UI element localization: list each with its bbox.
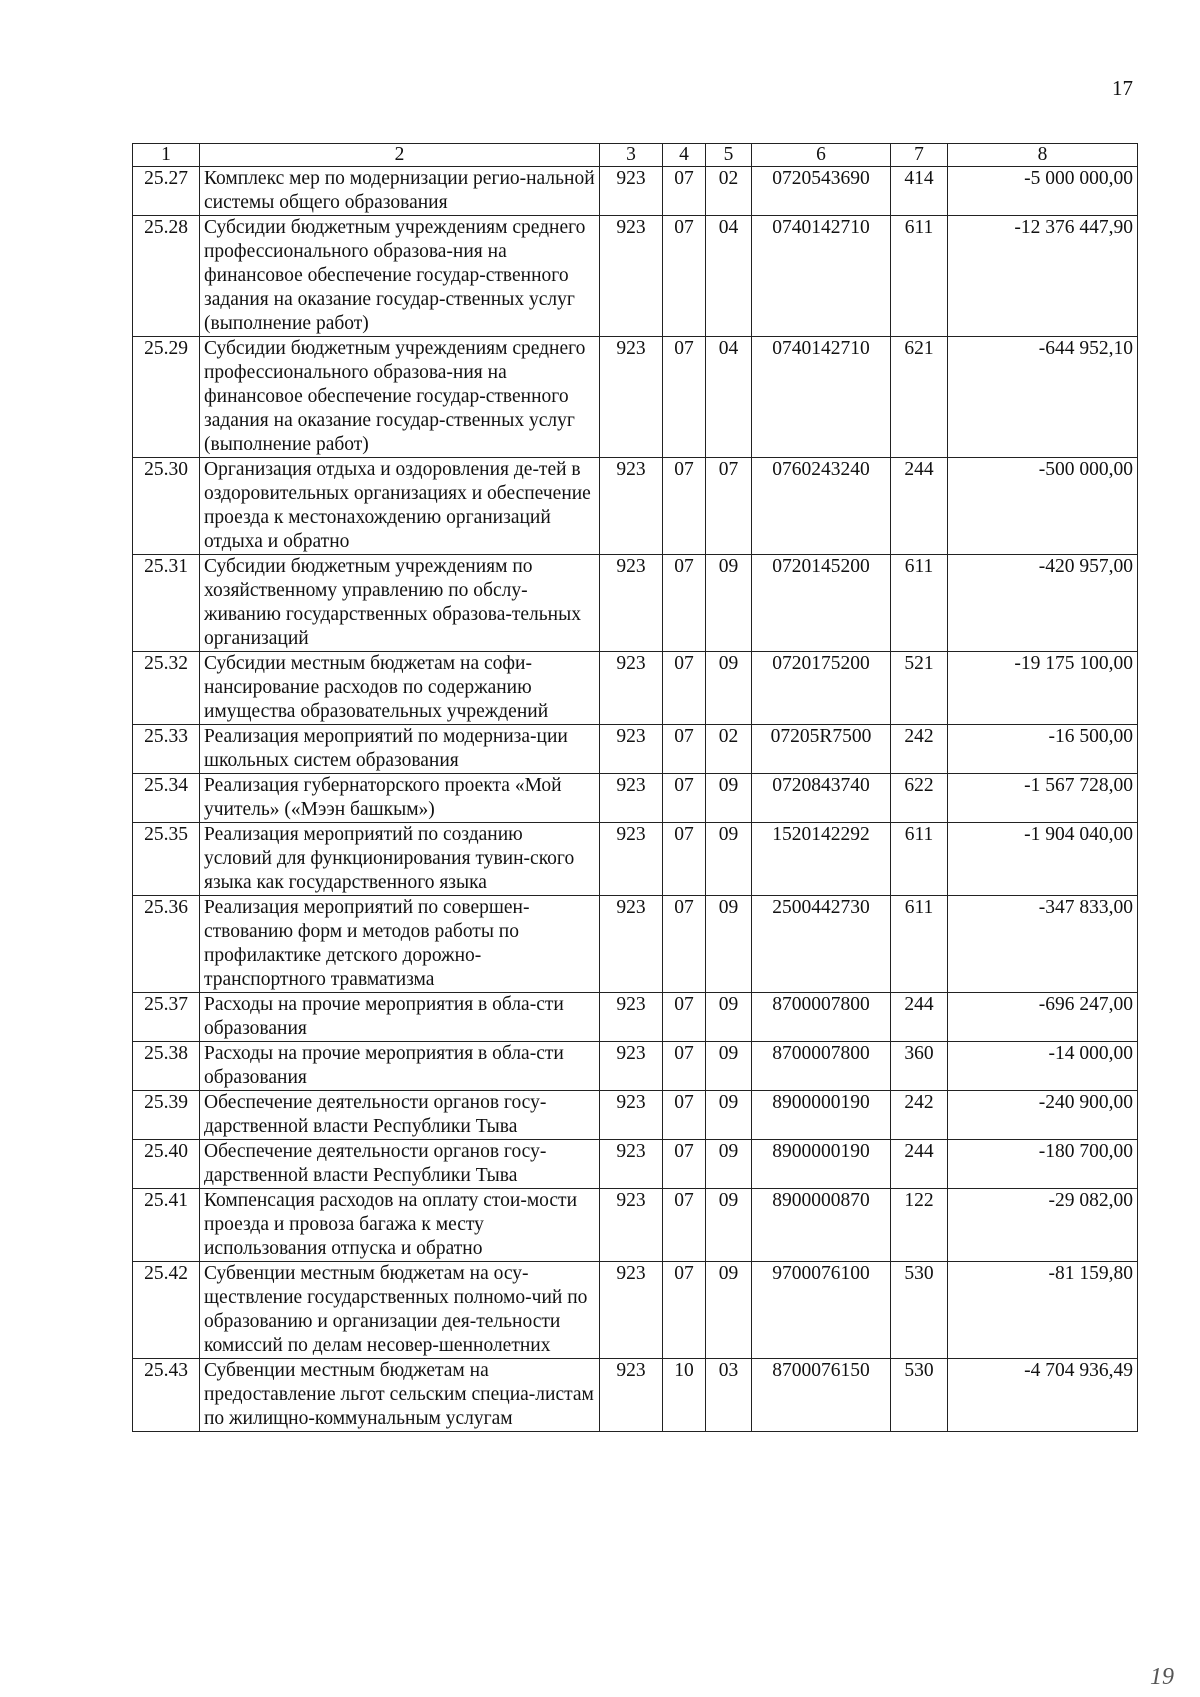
row-target-article-cell: 8700076150	[752, 1359, 891, 1432]
row-number-cell: 25.35	[133, 823, 200, 896]
row-expense-type-cell: 360	[891, 1042, 948, 1091]
budget-table	[132, 143, 1138, 1432]
row-amount-cell: -500 000,00	[948, 458, 1138, 555]
row-name-cell: Реализация мероприятий по модерниза-ции школьных систем образования	[200, 725, 600, 774]
row-code-cell: 923	[600, 1091, 663, 1140]
header-col-7: 7	[891, 144, 948, 167]
table-row	[133, 167, 1138, 216]
row-subsection-cell: 09	[706, 774, 752, 823]
table-row	[133, 555, 1138, 652]
row-subsection-cell: 09	[706, 555, 752, 652]
table-row	[133, 1189, 1138, 1262]
row-code-cell: 923	[600, 1359, 663, 1432]
row-number-cell: 25.39	[133, 1091, 200, 1140]
row-expense-type-cell: 622	[891, 774, 948, 823]
row-target-article-cell: 0720543690	[752, 167, 891, 216]
table-row	[133, 1042, 1138, 1091]
row-name-cell: Компенсация расходов на оплату стои-мости проезда и провоза багажа к месту использования отпуска и обратно	[200, 1189, 600, 1262]
row-number-cell: 25.31	[133, 555, 200, 652]
row-subsection-cell: 09	[706, 1189, 752, 1262]
row-amount-cell: -19 175 100,00	[948, 652, 1138, 725]
row-expense-type-cell: 521	[891, 652, 948, 725]
row-name-cell: Обеспечение деятельности органов госу-дарственной власти Республики Тыва	[200, 1140, 600, 1189]
row-target-article-cell: 8700007800	[752, 993, 891, 1042]
row-expense-type-cell: 530	[891, 1262, 948, 1359]
row-section-cell: 07	[663, 1140, 706, 1189]
table-row	[133, 458, 1138, 555]
row-section-cell: 07	[663, 993, 706, 1042]
row-subsection-cell: 04	[706, 337, 752, 458]
row-section-cell: 07	[663, 1262, 706, 1359]
table-row	[133, 216, 1138, 337]
row-amount-cell: -180 700,00	[948, 1140, 1138, 1189]
row-amount-cell: -4 704 936,49	[948, 1359, 1138, 1432]
row-number-cell: 25.37	[133, 993, 200, 1042]
row-number-cell: 25.41	[133, 1189, 200, 1262]
table-row	[133, 1091, 1138, 1140]
row-expense-type-cell: 242	[891, 725, 948, 774]
table-body	[133, 167, 1138, 1432]
row-subsection-cell: 09	[706, 993, 752, 1042]
row-amount-cell: -14 000,00	[948, 1042, 1138, 1091]
row-section-cell: 07	[663, 167, 706, 216]
row-name-cell: Реализация губернаторского проекта «Мой учитель» («Мээн башкым»)	[200, 774, 600, 823]
row-name-cell: Субсидии бюджетным учреждениям среднего профессионального образова-ния на финансовое обеспечение государ-ственного задания на оказание государ-ственных услуг (выполнение работ)	[200, 216, 600, 337]
table-row	[133, 1262, 1138, 1359]
row-section-cell: 07	[663, 555, 706, 652]
row-subsection-cell: 09	[706, 652, 752, 725]
row-expense-type-cell: 621	[891, 337, 948, 458]
row-target-article-cell: 0720175200	[752, 652, 891, 725]
table-row	[133, 725, 1138, 774]
row-number-cell: 25.33	[133, 725, 200, 774]
row-section-cell: 07	[663, 458, 706, 555]
handwritten-page-mark: 19	[1150, 1664, 1174, 1690]
header-col-8: 8	[948, 144, 1138, 167]
row-number-cell: 25.28	[133, 216, 200, 337]
row-section-cell: 07	[663, 896, 706, 993]
row-number-cell: 25.29	[133, 337, 200, 458]
row-code-cell: 923	[600, 1140, 663, 1189]
row-subsection-cell: 02	[706, 167, 752, 216]
header-col-4: 4	[663, 144, 706, 167]
row-code-cell: 923	[600, 555, 663, 652]
table-row	[133, 896, 1138, 993]
row-section-cell: 07	[663, 823, 706, 896]
row-subsection-cell: 02	[706, 725, 752, 774]
header-col-1: 1	[133, 144, 200, 167]
row-code-cell: 923	[600, 652, 663, 725]
row-name-cell: Субсидии местным бюджетам на софи-нансирование расходов по содержанию имущества образовательных учреждений	[200, 652, 600, 725]
row-expense-type-cell: 244	[891, 1140, 948, 1189]
row-subsection-cell: 09	[706, 1140, 752, 1189]
row-amount-cell: -1 904 040,00	[948, 823, 1138, 896]
row-expense-type-cell: 611	[891, 896, 948, 993]
row-amount-cell: -696 247,00	[948, 993, 1138, 1042]
row-code-cell: 923	[600, 896, 663, 993]
row-section-cell: 07	[663, 216, 706, 337]
row-number-cell: 25.40	[133, 1140, 200, 1189]
row-number-cell: 25.38	[133, 1042, 200, 1091]
table-row	[133, 1359, 1138, 1432]
row-subsection-cell: 03	[706, 1359, 752, 1432]
row-target-article-cell: 8900000190	[752, 1140, 891, 1189]
table-row	[133, 823, 1138, 896]
row-section-cell: 07	[663, 1189, 706, 1262]
row-target-article-cell: 0740142710	[752, 216, 891, 337]
row-subsection-cell: 09	[706, 1262, 752, 1359]
row-amount-cell: -420 957,00	[948, 555, 1138, 652]
row-expense-type-cell: 611	[891, 216, 948, 337]
row-expense-type-cell: 244	[891, 458, 948, 555]
row-number-cell: 25.34	[133, 774, 200, 823]
table-row	[133, 774, 1138, 823]
row-target-article-cell: 0740142710	[752, 337, 891, 458]
row-section-cell: 07	[663, 652, 706, 725]
row-code-cell: 923	[600, 458, 663, 555]
row-code-cell: 923	[600, 725, 663, 774]
row-expense-type-cell: 122	[891, 1189, 948, 1262]
row-expense-type-cell: 244	[891, 993, 948, 1042]
row-name-cell: Субвенции местным бюджетам на осу-ществление государственных полномо-чий по образованию и организации дея-тельности комиссий по делам несовер-шеннолетних	[200, 1262, 600, 1359]
row-section-cell: 07	[663, 1042, 706, 1091]
row-number-cell: 25.27	[133, 167, 200, 216]
row-target-article-cell: 8900000870	[752, 1189, 891, 1262]
row-subsection-cell: 09	[706, 823, 752, 896]
row-name-cell: Субсидии бюджетным учреждениям среднего профессионального образова-ния на финансовое обеспечение государ-ственного задания на оказание государ-ственных услуг (выполнение работ)	[200, 337, 600, 458]
row-name-cell: Реализация мероприятий по совершен-ствованию форм и методов работы по профилактике детского дорожно-транспортного травматизма	[200, 896, 600, 993]
row-target-article-cell: 9700076100	[752, 1262, 891, 1359]
row-target-article-cell: 0760243240	[752, 458, 891, 555]
row-subsection-cell: 09	[706, 1091, 752, 1140]
page-number: 17	[1112, 76, 1133, 100]
header-col-6: 6	[752, 144, 891, 167]
row-subsection-cell: 09	[706, 896, 752, 993]
row-target-article-cell: 8900000190	[752, 1091, 891, 1140]
row-section-cell: 07	[663, 1091, 706, 1140]
row-target-article-cell: 07205R7500	[752, 725, 891, 774]
row-amount-cell: -1 567 728,00	[948, 774, 1138, 823]
row-target-article-cell: 2500442730	[752, 896, 891, 993]
row-code-cell: 923	[600, 337, 663, 458]
row-expense-type-cell: 530	[891, 1359, 948, 1432]
row-code-cell: 923	[600, 823, 663, 896]
row-code-cell: 923	[600, 216, 663, 337]
row-amount-cell: -29 082,00	[948, 1189, 1138, 1262]
table-row	[133, 652, 1138, 725]
row-amount-cell: -347 833,00	[948, 896, 1138, 993]
row-subsection-cell: 04	[706, 216, 752, 337]
row-number-cell: 25.42	[133, 1262, 200, 1359]
row-amount-cell: -5 000 000,00	[948, 167, 1138, 216]
table-row	[133, 337, 1138, 458]
row-code-cell: 923	[600, 167, 663, 216]
row-subsection-cell: 09	[706, 1042, 752, 1091]
row-code-cell: 923	[600, 1042, 663, 1091]
header-col-5: 5	[706, 144, 752, 167]
row-number-cell: 25.30	[133, 458, 200, 555]
row-amount-cell: -12 376 447,90	[948, 216, 1138, 337]
row-code-cell: 923	[600, 1262, 663, 1359]
row-section-cell: 07	[663, 725, 706, 774]
row-name-cell: Комплекс мер по модернизации регио-нальной системы общего образования	[200, 167, 600, 216]
header-col-3: 3	[600, 144, 663, 167]
row-expense-type-cell: 611	[891, 823, 948, 896]
row-expense-type-cell: 611	[891, 555, 948, 652]
row-section-cell: 07	[663, 337, 706, 458]
header-col-2: 2	[200, 144, 600, 167]
row-number-cell: 25.36	[133, 896, 200, 993]
row-amount-cell: -240 900,00	[948, 1091, 1138, 1140]
row-expense-type-cell: 242	[891, 1091, 948, 1140]
row-section-cell: 10	[663, 1359, 706, 1432]
row-name-cell: Реализация мероприятий по созданию условий для функционирования тувин-ского языка как государственного языка	[200, 823, 600, 896]
row-name-cell: Обеспечение деятельности органов госу-дарственной власти Республики Тыва	[200, 1091, 600, 1140]
row-target-article-cell: 8700007800	[752, 1042, 891, 1091]
row-amount-cell: -16 500,00	[948, 725, 1138, 774]
row-code-cell: 923	[600, 993, 663, 1042]
row-name-cell: Расходы на прочие мероприятия в обла-сти образования	[200, 1042, 600, 1091]
row-target-article-cell: 0720145200	[752, 555, 891, 652]
row-number-cell: 25.43	[133, 1359, 200, 1432]
row-name-cell: Расходы на прочие мероприятия в обла-сти образования	[200, 993, 600, 1042]
table-header-row	[133, 144, 1138, 167]
row-code-cell: 923	[600, 774, 663, 823]
row-name-cell: Субвенции местным бюджетам на предоставление льгот сельским специа-листам по жилищно-коммунальным услугам	[200, 1359, 600, 1432]
row-expense-type-cell: 414	[891, 167, 948, 216]
row-target-article-cell: 1520142292	[752, 823, 891, 896]
row-target-article-cell: 0720843740	[752, 774, 891, 823]
row-name-cell: Организация отдыха и оздоровления де-тей в оздоровительных организациях и обеспечение проезда к местонахождению организаций отдыха и обратно	[200, 458, 600, 555]
row-section-cell: 07	[663, 774, 706, 823]
row-subsection-cell: 07	[706, 458, 752, 555]
row-number-cell: 25.32	[133, 652, 200, 725]
row-code-cell: 923	[600, 1189, 663, 1262]
row-amount-cell: -81 159,80	[948, 1262, 1138, 1359]
table-row	[133, 1140, 1138, 1189]
table-row	[133, 993, 1138, 1042]
row-name-cell: Субсидии бюджетным учреждениям по хозяйственному управлению по обслу-живанию государственных образова-тельных организаций	[200, 555, 600, 652]
row-amount-cell: -644 952,10	[948, 337, 1138, 458]
